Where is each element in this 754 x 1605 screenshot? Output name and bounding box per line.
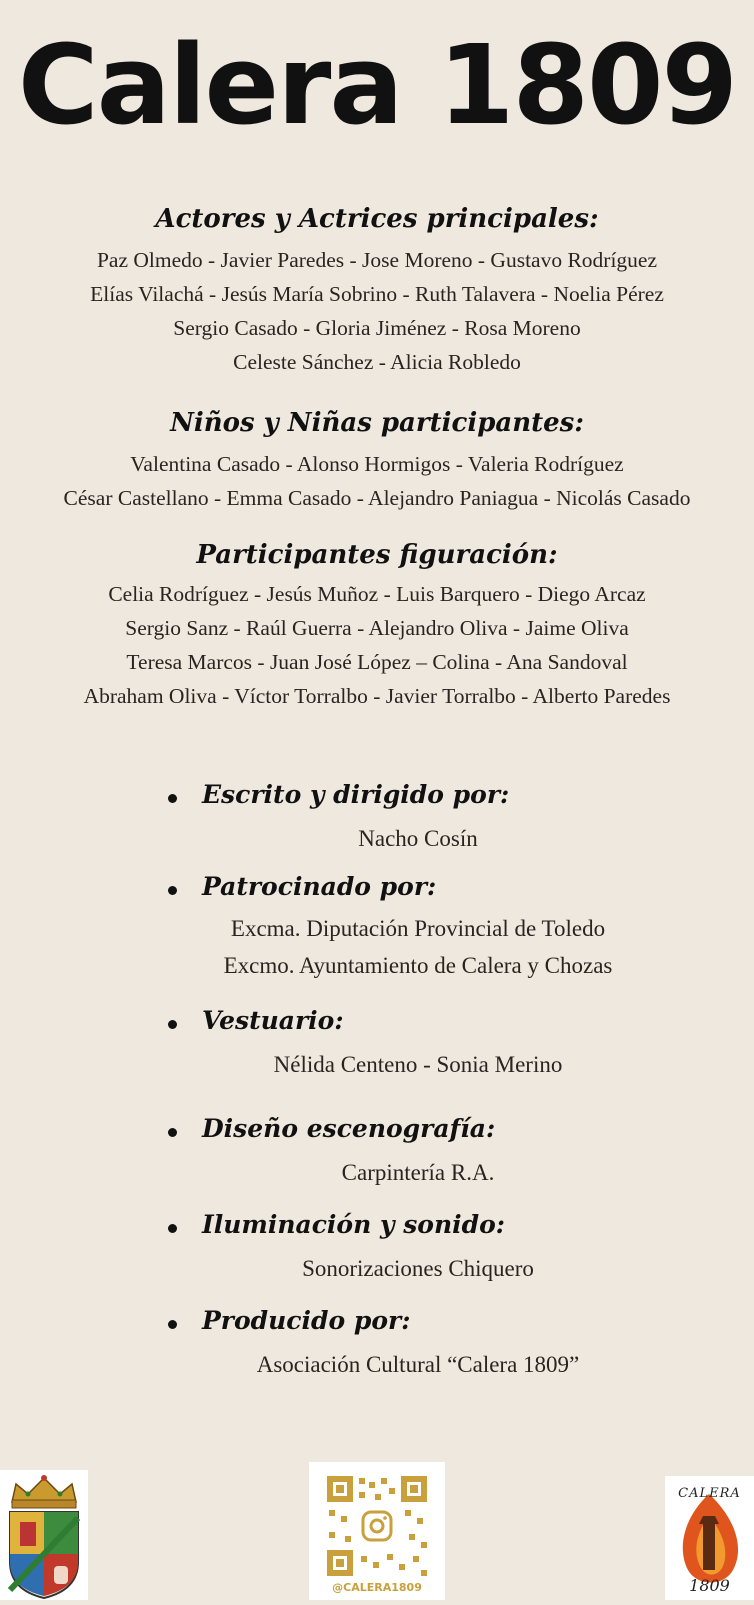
credit-value: Nacho Cosín [358,826,478,851]
list-item: Celeste Sánchez - Alicia Robledo [233,350,521,374]
logo-text-top: CALERA [678,1486,741,1501]
bullet-icon [168,1320,177,1329]
list-item: Paz Olmedo - Javier Paredes - Jose Moreno - Gustavo Rodríguez [96,248,658,272]
credit-label: Patrocinado por: [202,872,437,901]
qr-handle: @CALERA1809 [332,1581,422,1594]
credit-value: Sonorizaciones Chiquero [302,1256,534,1281]
credit-label: Diseño escenografía: [202,1114,496,1143]
list-figuracion [0,577,754,713]
credit-label: Producido por: [202,1306,411,1335]
credit-producido [168,1306,728,1386]
list-item: Abraham Oliva - Víctor Torralbo - Javier Torralbo - Alberto Paredes [83,684,671,708]
instagram-icon [363,1512,391,1540]
credit-value: Asociación Cultural “Calera 1809” [256,1352,580,1377]
heading-figuracion: Participantes figuración: [196,540,558,570]
page-title: Calera 1809 [17,21,737,149]
credit-value: Nélida Centeno - Sonia Merino [273,1052,563,1077]
credit-value: Excmo. Ayuntamiento de Calera y Chozas [223,953,613,978]
qr-code-panel[interactable] [309,1462,445,1600]
qr-code-icon [309,1462,445,1600]
list-item: Sergio Sanz - Raúl Guerra - Alejandro Oliva - Jaime Oliva [125,616,629,640]
calera-1809-logo-icon [665,1476,754,1600]
heading-actores: Actores y Actrices principales: [155,204,599,234]
credit-label: Escrito y dirigido por: [202,780,510,809]
credit-escenografia [168,1114,728,1194]
list-item: Sergio Casado - Gloria Jiménez - Rosa Moreno [173,316,581,340]
bullet-icon [168,794,177,803]
list-actores [0,243,754,379]
list-item: Celia Rodríguez - Jesús Muñoz - Luis Barquero - Diego Arcaz [108,582,646,606]
bullet-icon [168,1020,177,1029]
credit-patrocinado [168,872,728,992]
bullet-icon [168,886,177,895]
credit-value: Excma. Diputación Provincial de Toledo [230,916,606,941]
credit-vestuario [168,1006,728,1086]
coat-of-arms-icon [0,1470,88,1600]
list-item: Elías Vilachá - Jesús María Sobrino - Ruth Talavera - Noelia Pérez [90,282,664,306]
list-item: César Castellano - Emma Casado - Alejandro Paniagua - Nicolás Casado [63,486,691,510]
list-ninos [0,447,754,515]
credit-label: Iluminación y sonido: [202,1210,506,1239]
credit-value: Carpintería R.A. [341,1160,495,1185]
list-item: Teresa Marcos - Juan José López – Colina - Ana Sandoval [126,650,628,674]
bullet-icon [168,1128,177,1137]
list-item: Valentina Casado - Alonso Hormigos - Valeria Rodríguez [130,452,624,476]
heading-ninos: Niños y Niñas participantes: [170,408,584,438]
credit-escrito [168,780,728,860]
logo-text-bottom: 1809 [689,1576,730,1595]
credit-iluminacion [168,1210,728,1290]
credit-label: Vestuario: [202,1006,344,1035]
bullet-icon [168,1224,177,1233]
